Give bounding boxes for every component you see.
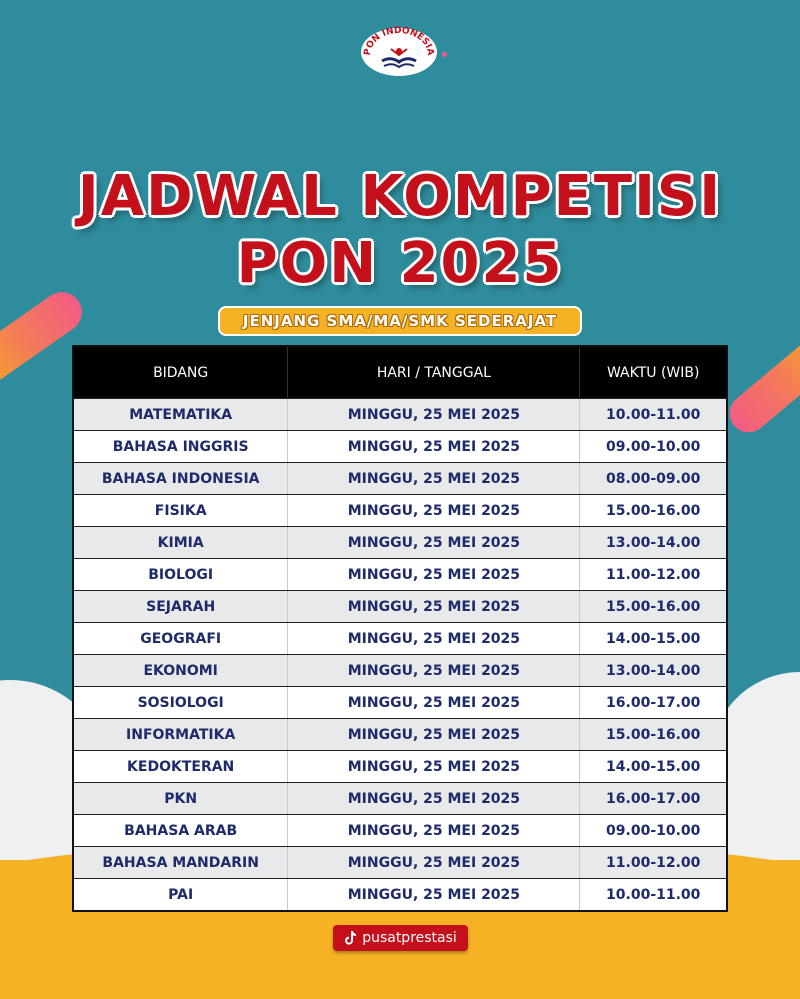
tiktok-icon xyxy=(344,931,356,945)
table-row xyxy=(74,654,726,686)
cell-time: 10.00-11.00 xyxy=(579,399,726,430)
cell-date: MINGGU, 25 MEI 2025 xyxy=(287,591,579,622)
table-header xyxy=(74,347,726,398)
table-row xyxy=(74,526,726,558)
cell-date: MINGGU, 25 MEI 2025 xyxy=(287,495,579,526)
header-field: BIDANG xyxy=(153,364,209,381)
cell-time: 15.00-16.00 xyxy=(579,591,726,622)
cell-time: 14.00-15.00 xyxy=(579,623,726,654)
header-time: WAKTU (WIB) xyxy=(579,347,726,398)
cell-time: 14.00-15.00 xyxy=(579,751,726,782)
cell-time: 15.00-16.00 xyxy=(579,495,726,526)
cell-date: MINGGU, 25 MEI 2025 xyxy=(287,463,579,494)
cell-field: KEDOKTERAN xyxy=(127,758,235,775)
cell-date: MINGGU, 25 MEI 2025 xyxy=(287,655,579,686)
cell-field: FISIKA xyxy=(154,502,207,519)
table-row xyxy=(74,494,726,526)
cell-field: EKONOMI xyxy=(143,662,218,679)
cell-time: 08.00-09.00 xyxy=(579,463,726,494)
cell-date: MINGGU, 25 MEI 2025 xyxy=(287,815,579,846)
table-row xyxy=(74,398,726,430)
table-row xyxy=(74,878,726,910)
cell-time: 11.00-12.00 xyxy=(579,847,726,878)
cell-field: PKN xyxy=(164,790,198,807)
table-body xyxy=(74,398,726,910)
cell-time: 09.00-10.00 xyxy=(579,815,726,846)
cell-date: MINGGU, 25 MEI 2025 xyxy=(287,751,579,782)
cell-date: MINGGU, 25 MEI 2025 xyxy=(287,847,579,878)
table-row xyxy=(74,462,726,494)
svg-text:PON INDONESIA: PON INDONESIA xyxy=(362,25,436,57)
cell-date: MINGGU, 25 MEI 2025 xyxy=(287,783,579,814)
cell-field: KIMIA xyxy=(157,534,204,551)
cell-date: MINGGU, 25 MEI 2025 xyxy=(287,559,579,590)
cell-field: BAHASA INGGRIS xyxy=(112,438,249,455)
table-row xyxy=(74,750,726,782)
cell-field: BAHASA MANDARIN xyxy=(102,854,259,871)
subtitle-badge: JENJANG SMA/MA/SMK SEDERAJAT xyxy=(218,306,582,336)
table-row xyxy=(74,590,726,622)
table-row xyxy=(74,430,726,462)
cell-date: MINGGU, 25 MEI 2025 xyxy=(287,527,579,558)
cell-time: 16.00-17.00 xyxy=(579,783,726,814)
page-title-line2: PON 2025 xyxy=(236,231,564,296)
cell-date: MINGGU, 25 MEI 2025 xyxy=(287,687,579,718)
cell-time: 11.00-12.00 xyxy=(579,559,726,590)
table-row xyxy=(74,846,726,878)
cell-time: 13.00-14.00 xyxy=(579,527,726,558)
cell-field: MATEMATIKA xyxy=(129,406,233,423)
cell-field: SOSIOLOGI xyxy=(137,694,224,711)
cell-field: SEJARAH xyxy=(146,598,216,615)
table-row xyxy=(74,622,726,654)
cell-time: 15.00-16.00 xyxy=(579,719,726,750)
cell-field: BIOLOGI xyxy=(148,566,214,583)
cell-field: BAHASA ARAB xyxy=(124,822,238,839)
pon-indonesia-logo xyxy=(358,25,440,77)
table-row xyxy=(74,718,726,750)
header-date: HARI / TANGGAL xyxy=(287,347,579,398)
decorative-stripe xyxy=(722,334,800,440)
page-title-line1: JADWAL KOMPETISI xyxy=(77,164,723,229)
table-row xyxy=(74,558,726,590)
cell-time: 09.00-10.00 xyxy=(579,431,726,462)
table-row xyxy=(74,814,726,846)
table-row xyxy=(74,782,726,814)
cell-date: MINGGU, 25 MEI 2025 xyxy=(287,623,579,654)
cell-time: 13.00-14.00 xyxy=(579,655,726,686)
cell-date: MINGGU, 25 MEI 2025 xyxy=(287,879,579,910)
cell-field: INFORMATIKA xyxy=(126,726,236,743)
cell-field: GEOGRAFI xyxy=(140,630,222,647)
cell-date: MINGGU, 25 MEI 2025 xyxy=(287,399,579,430)
cell-time: 16.00-17.00 xyxy=(579,687,726,718)
social-handle-badge[interactable] xyxy=(333,925,468,951)
cell-date: MINGGU, 25 MEI 2025 xyxy=(287,719,579,750)
social-handle: pusatprestasi xyxy=(362,930,457,946)
cell-time: 10.00-11.00 xyxy=(579,879,726,910)
cell-field: BAHASA INDONESIA xyxy=(101,470,260,487)
decorative-dot xyxy=(442,52,447,57)
cell-field: PAI xyxy=(168,886,194,903)
cell-date: MINGGU, 25 MEI 2025 xyxy=(287,431,579,462)
table-row xyxy=(74,686,726,718)
schedule-table xyxy=(72,345,728,912)
